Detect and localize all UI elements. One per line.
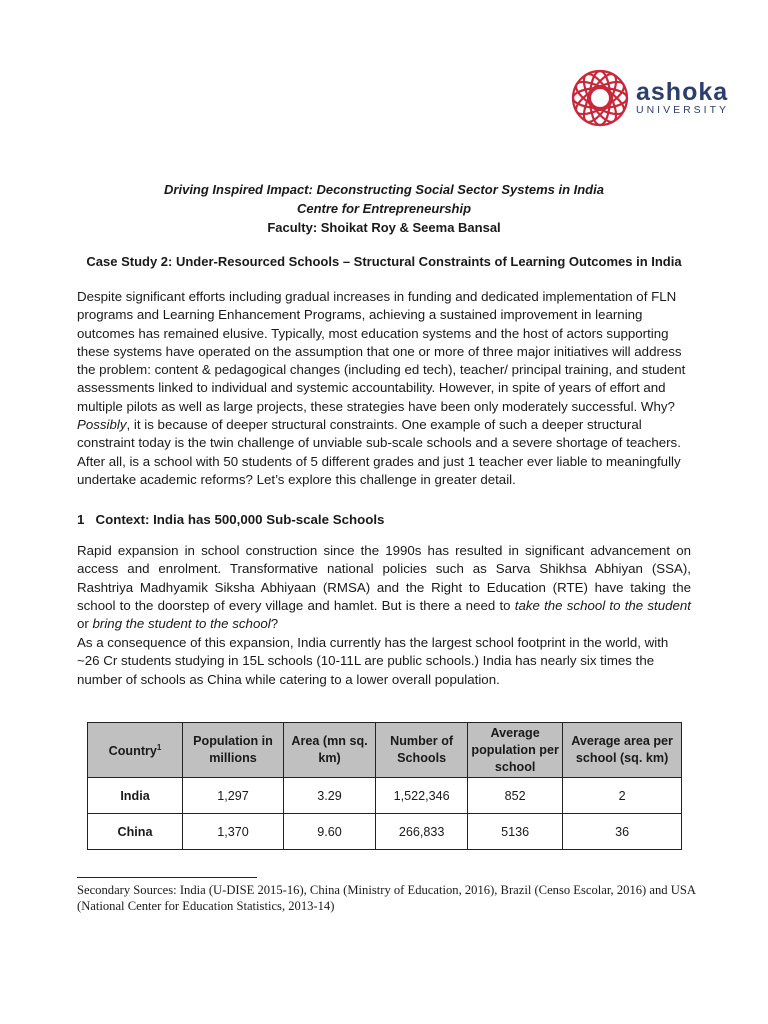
section-title: Context: India has 500,000 Sub-scale Schools — [95, 512, 385, 527]
cell: India — [88, 778, 183, 814]
text: ? — [270, 616, 279, 632]
header-text: Country — [108, 744, 157, 759]
header-cell: Average population per school — [468, 723, 563, 778]
text-italic: Possibly — [77, 417, 127, 433]
cell: 1,297 — [183, 778, 284, 814]
schools-comparison-table — [87, 722, 682, 850]
header-cell — [88, 723, 183, 778]
text-italic: take the school to the student — [514, 597, 692, 613]
centre-name: Centre for Entrepreneurship — [296, 201, 472, 216]
section-heading — [77, 512, 384, 527]
table-row — [88, 778, 682, 814]
text: or — [77, 616, 93, 632]
cell: 36 — [563, 814, 682, 850]
header-cell: Area (mn sq. km) — [284, 723, 376, 778]
cell: 5136 — [468, 814, 563, 850]
table-row — [88, 814, 682, 850]
footnote-mark: 1 — [156, 743, 162, 753]
consequence-paragraph: As a consequence of this expansion, India currently has the largest school footprint in the world, with ~26 Cr students studying in 15L schools (10-11L are public schools.) India has nearly six times the number of schools as China while catering to a lower overall population. — [77, 635, 669, 687]
cell: 266,833 — [376, 814, 468, 850]
cell: 2 — [563, 778, 682, 814]
text: Rapid expansion in school construction since the 1990s has resulted in significant advancement on access and enrolment. Transformative national policies such as Sarva Shikhsa Abhiyan (SSA), Rashtriya Madhyamik Siksha Abhiyaan (RMSA) and the Right to Education (RTE) have taking the school to the doorstep of every village and hamlet. But is there a need to — [77, 543, 691, 613]
intro-paragraph — [77, 288, 691, 489]
text-italic: bring the student to the school — [92, 616, 271, 632]
logo-sub: UNIVERSITY — [636, 104, 730, 116]
text: Despite significant efforts including gradual increases in funding and dedicated implementation of FLN programs and Learning Enhancement Programs, achieving a sustained improvement in learning outcomes has remained elusive. Typically, most education systems and the host of actors supporting these systems have operated on the assumption that one or more of three major initiatives will address the problem: content & pedagogical changes (including ed tech), teacher/ principal training, and student assessments linked to individual and systemic accountability. However, in spite of years of effort and multiple pilots as well as large projects, these strategies have been only moderately successful. Why? — [77, 289, 686, 414]
footnote: Secondary Sources: India (U-DISE 2015-16), China (Ministry of Education, 2016), Brazil (Censo Escolar, 2016) and USA (National Center for Education Statistics, 2013-14) — [77, 883, 696, 913]
course-title: Driving Inspired Impact: Deconstructing Social Sector Systems in India — [164, 182, 604, 197]
context-paragraph — [77, 542, 691, 633]
faculty: Faculty: Shoikat Roy & Seema Bansal — [267, 220, 501, 235]
cell: 1,370 — [183, 814, 284, 850]
text: , it is because of deeper structural constraints. One example of such a deeper structural constraint today is the twin challenge of unviable sub-scale schools and a severe shortage of teachers. After all, is a school with 50 students of 5 different grades and just 1 teacher ever liable to meaningfully undertake academic reforms? Let’s explore this challenge in greater detail. — [77, 417, 681, 487]
case-study-title: Case Study 2: Under-Resourced Schools – Structural Constraints of Learning Outcomes in India — [86, 254, 682, 269]
logo-name: ashoka — [636, 78, 729, 106]
cell: 3.29 — [284, 778, 376, 814]
cell: 1,522,346 — [376, 778, 468, 814]
cell: China — [88, 814, 183, 850]
section-number: 1 — [77, 512, 85, 527]
footnote-divider — [77, 877, 257, 878]
table-header-row — [88, 723, 682, 778]
ashoka-logo — [570, 68, 729, 128]
cell: 852 — [468, 778, 563, 814]
header-cell: Number of Schools — [376, 723, 468, 778]
header-cell: Population in millions — [183, 723, 284, 778]
ashoka-emblem-icon — [570, 68, 630, 128]
header-cell: Average area per school (sq. km) — [563, 723, 682, 778]
cell: 9.60 — [284, 814, 376, 850]
